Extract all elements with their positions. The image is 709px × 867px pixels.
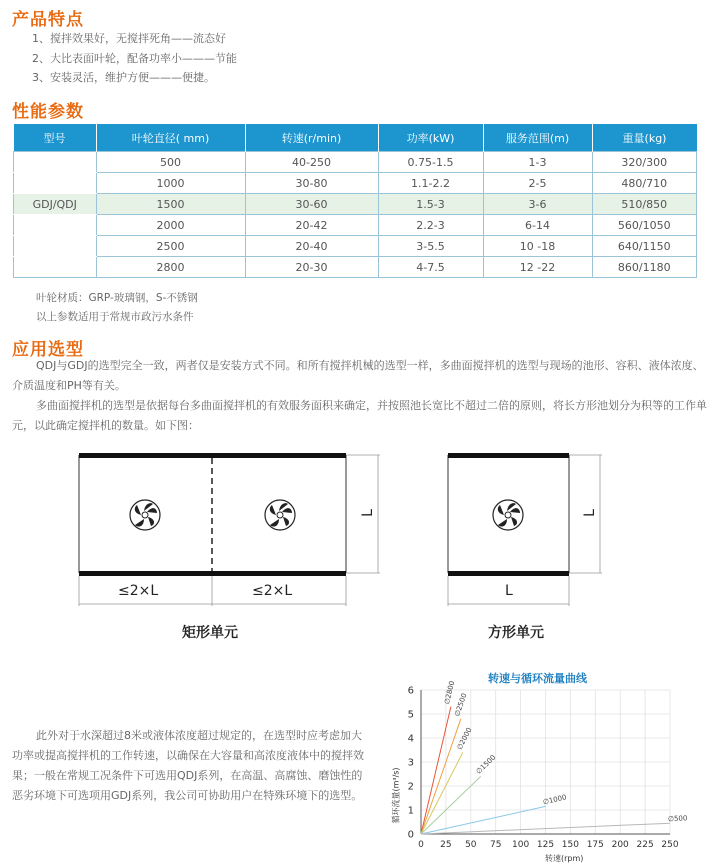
selection-para1-line1: QDJ与GDJ的选型完全一致，两者仅是安装方式不同。和所有搅拌机械的选型一样，多曲面搅拌机的选型与现场的池形、容积、液体浓度、: [36, 359, 704, 372]
cell-range: 2-5: [483, 173, 592, 194]
y-tick-label: 4: [407, 733, 414, 745]
x-tick-label: 150: [561, 840, 579, 850]
series-label: ∅2800: [443, 680, 457, 706]
rect-dim-right: ≤2×L: [252, 583, 293, 599]
rect-dim-left: ≤2×L: [118, 583, 159, 599]
x-tick-label: 25: [440, 840, 452, 850]
model-cell: GDJ/QDJ: [14, 194, 97, 215]
cell-power: 0.75-1.5: [378, 152, 483, 173]
series-line: [421, 719, 461, 834]
y-tick-label: 3: [407, 757, 414, 769]
chart-xlabel: 转速(rpm): [545, 854, 584, 863]
cell-weight: 860/1180: [592, 257, 697, 278]
y-tick-label: 1: [407, 805, 414, 817]
selection-title: 应用选型: [12, 340, 84, 360]
series-label: ∅1000: [542, 793, 568, 807]
cell-weight: 320/300: [592, 152, 697, 173]
cell-speed: 30-60: [245, 194, 378, 215]
cell-power: 2.2-3: [378, 215, 483, 236]
selection-para3-line4: 恶劣环境下可选项用GDJ系列，我公司可协助用户在特殊环境下的选型。: [12, 789, 363, 802]
x-tick-label: 125: [536, 840, 555, 850]
cell-diameter: 2000: [96, 215, 245, 236]
cell-weight: 480/710: [592, 173, 697, 194]
rect-unit-label: 矩形单元: [182, 625, 238, 641]
series-label: ∅2000: [455, 726, 474, 752]
y-tick-label: 0: [407, 829, 414, 841]
square-dim-bottom: L: [505, 583, 513, 599]
cell-power: 1.1-2.2: [378, 173, 483, 194]
cell-range: 6-14: [483, 215, 592, 236]
chart-ylabel: 循环流量(m³/s): [391, 767, 401, 824]
cell-diameter: 1500: [96, 194, 245, 215]
selection-para1-line2: 介质温度和PH等有关。: [12, 379, 126, 392]
spec-note-material: 叶轮材质：GRP-玻璃钢，S-不锈钢: [36, 292, 198, 304]
cell-weight: 640/1150: [592, 236, 697, 257]
x-tick-label: 200: [611, 840, 629, 850]
selection-para2-line2: 元，以此确定搅拌机的数量。如下图：: [12, 419, 199, 432]
spec-note-conditions: 以上参数适用于常规市政污水条件: [36, 311, 194, 323]
selection-para3-line2: 功率或提高搅拌机的工作转速，以确保在大容量和高浓度液体中的搅拌效: [12, 749, 364, 762]
col-power-header: 功率(kW): [378, 124, 483, 152]
cell-weight: 510/850: [592, 194, 697, 215]
cell-diameter: 1000: [96, 173, 245, 194]
cell-diameter: 2500: [96, 236, 245, 257]
series-label: ∅2500: [453, 692, 469, 718]
square-dim-side: L: [581, 509, 598, 517]
x-tick-label: 225: [636, 840, 654, 850]
cell-diameter: 2800: [96, 257, 245, 278]
square-unit-label: 方形单元: [488, 625, 544, 641]
selection-para2-line1: 多曲面搅拌机的选型是依据每台多曲面搅拌机的有效服务面积来确定，并按照池长宽比不超过二倍的原则，将长方形池划分为积等的工作单: [36, 399, 707, 412]
x-tick-label: 100: [512, 840, 530, 850]
x-tick-label: 75: [489, 840, 502, 850]
cell-power: 4-7.5: [378, 257, 483, 278]
cell-weight: 560/1050: [592, 215, 697, 236]
cell-range: 10 -18: [483, 236, 592, 257]
y-tick-label: 2: [407, 781, 414, 793]
feature-item-1: 1、搅拌效果好，无搅拌死角——流态好: [32, 32, 226, 45]
x-tick-label: 250: [661, 840, 679, 850]
col-diameter-header: 叶轮直径( mm): [96, 124, 245, 152]
col-speed-header: 转速(r/min): [245, 124, 378, 152]
cell-speed: 20-42: [245, 215, 378, 236]
cell-speed: 30-80: [245, 173, 378, 194]
cell-power: 1.5-3: [378, 194, 483, 215]
feature-item-3: 3、安装灵活，维护方便———便捷。: [32, 71, 215, 84]
y-tick-label: 6: [407, 685, 414, 697]
chart-title: 转速与循环流量曲线: [488, 672, 587, 685]
feature-item-2: 2、大比表面叶轮，配备功率小———节能: [32, 52, 237, 65]
y-tick-label: 5: [407, 709, 414, 721]
selection-para3-line1: 此外对于水深超过8米或液体浓度超过规定的，在选型时应考虑加大: [36, 729, 362, 742]
cell-range: 3-6: [483, 194, 592, 215]
features-title: 产品特点: [12, 10, 84, 30]
x-tick-label: 0: [418, 840, 424, 850]
cell-range: 12 -22: [483, 257, 592, 278]
series-label: ∅1500: [474, 753, 498, 776]
cell-power: 3-5.5: [378, 236, 483, 257]
cell-diameter: 500: [96, 152, 245, 173]
cell-range: 1-3: [483, 152, 592, 173]
cell-speed: 20-30: [245, 257, 378, 278]
series-label: ∅500: [667, 814, 688, 824]
x-tick-label: 175: [586, 840, 604, 850]
col-model-header: 型号: [14, 124, 97, 152]
col-range-header: 服务范围(m): [483, 124, 592, 152]
series-line: [421, 707, 451, 834]
cell-speed: 40-250: [245, 152, 378, 173]
rect-dim-side: L: [359, 509, 376, 517]
specs-title: 性能参数: [12, 102, 84, 122]
x-tick-label: 50: [465, 840, 477, 850]
series-line: [421, 752, 463, 834]
series-line: [421, 776, 481, 834]
cell-speed: 20-40: [245, 236, 378, 257]
col-weight-header: 重量(kg): [592, 124, 697, 152]
selection-para3-line3: 果；一般在常规工况条件下可选用QDJ系列，在高温、高腐蚀、磨蚀性的: [12, 769, 363, 782]
